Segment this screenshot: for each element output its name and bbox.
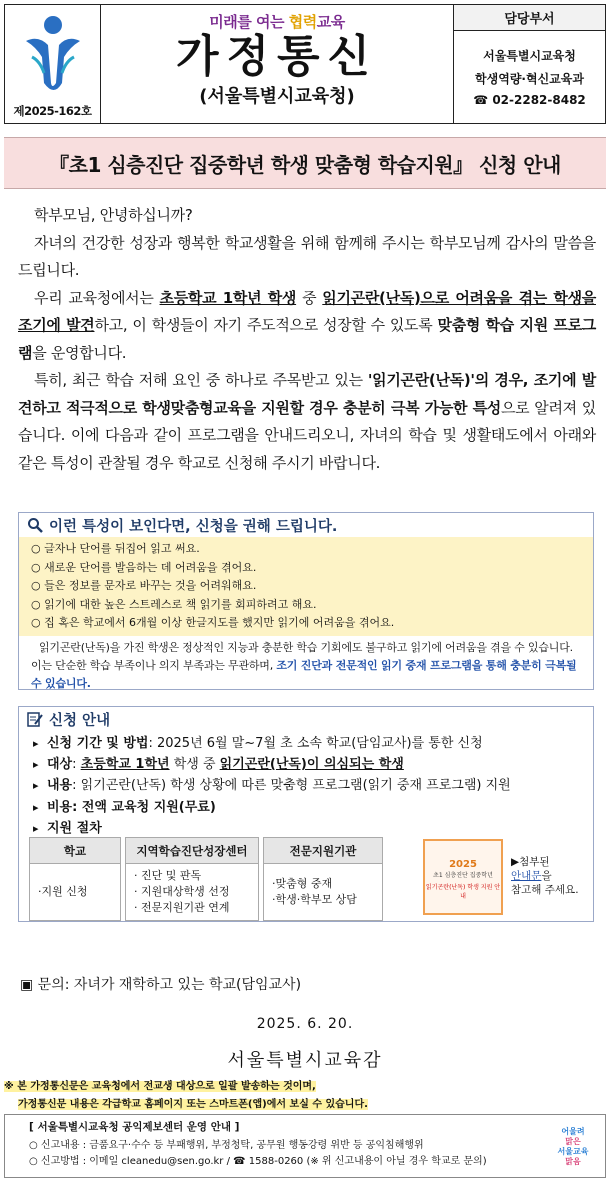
footer-row-content: ○ 신고내용 : 금품요구·수수 등 부패행위, 부정청탁, 공무원 행동강령 위반 등 공익침해행위 [29,1140,424,1151]
symptom-list [19,537,593,636]
info-label: 비용 [47,799,73,815]
department-info [454,31,605,123]
inquiry-line: ▣ 문의: 자녀가 재학하고 있는 학교(담임교사) [20,977,302,993]
brochure-title: 초1 심층진단 집중학년 [433,872,493,879]
info-item-cost [33,797,593,818]
symptom-item: ○ 글자나 단어를 뒤집어 읽고 써요. [31,540,583,559]
text-run-emphasis: 맞춤형 학습 지원 프로그램 [18,316,596,362]
procedure-step-body [264,864,382,920]
attachment-text: ▶첨부된 [511,856,550,868]
procedure-step-body [30,864,120,920]
brochure-subtitle: 읽기곤란(난독) 학생 지원 안내 [425,884,501,900]
symptom-box-title: 이런 특성이 보인다면, 신청을 권해 드립니다. [49,518,338,535]
issue-number: 제2025-162호 [13,104,92,118]
slogan-part-b: 협력 [288,13,317,31]
sticker-text: 맑은 [565,1137,581,1146]
text-run-emphasis: 읽기곤란(난독)으로 어려움을 겪는 학생을 조기에 발견 [18,288,596,334]
application-box-title: 신청 안내 [49,712,111,729]
newsletter-title: 가정통신 [175,31,378,82]
application-info-list [19,731,593,839]
procedure-step-line: ·지원 신청 [38,885,88,898]
procedure-step-title: 학교 [30,838,120,864]
text-run-emphasis: '읽기곤란(난독)'의 경우, 조기에 발견하고 적극적으로 학생맞춤형교육을 지원할 경우 충분히 극복 가능한 특성 [18,371,596,417]
slogan-part-c: 교육 [316,13,345,31]
procedure-step-agency [263,837,383,921]
symptom-note [19,636,593,693]
procedure-step-school [29,837,121,921]
info-text-emphasis: 초등학교 1학년 [80,757,170,773]
brochure-thumbnail [423,839,503,915]
symptom-box [18,512,594,690]
attachment-text: 참고해 주세요. [511,884,579,896]
footer-rows [5,1134,605,1170]
text-run: 읽기곤란(난독)을 가진 학생은 정상적인 지능과 충분한 학습 기회에도 불구하고 읽기에 어려움을 겪을 수 있습니다. 이는 단순한 학습 부족이나 의지 부족과는 무관하며, [31,640,573,672]
text-run: 하고, 이 학생들이 자기 주도적으로 성장할 수 있도록 [94,316,438,334]
seoul-education-logo-icon [18,11,88,91]
info-label: 지원 절차 [47,820,102,836]
header-title-column [101,5,453,123]
procedure-step-body [126,864,258,920]
procedure-step-line: ·맞춤형 중재 [272,877,333,890]
procedure-step-title: 전문지원기관 [264,838,382,864]
notice-line: ※ 본 가정통신문은 교육청에서 전교생 대상으로 일괄 발송하는 것이며, [4,1081,316,1092]
text-run-emphasis: 초등학교 1학년 학생 [159,288,297,307]
newsletter-header [4,4,606,124]
symptom-item: ○ 새로운 단어를 발음하는 데 어려움을 겪어요. [31,559,583,578]
footer-title: [ 서울특별시교육청 공익제보센터 운영 안내 ] [29,1121,240,1133]
sticker-text: 어울려 [561,1127,585,1136]
department-org: 서울특별시교육청 [483,49,576,63]
info-text-emphasis: 읽기곤란(난독)이 의심되는 학생 [219,757,404,773]
paragraph-dyslexia [18,367,596,477]
attachment-link[interactable]: 안내문 [511,870,542,882]
procedure-step-line: · 진단 및 판독 [134,869,202,882]
slogan [209,11,344,32]
sticker-text: 서울교육 [557,1147,589,1156]
info-item-content [33,775,593,796]
notice-topic: 『초1 심층진단 집중학년 학생 맞춤형 학습지원』 신청 안내 [4,137,606,189]
info-text: : 읽기곤란(난독) 학생 상황에 따른 맞춤형 프로그램(읽기 중재 프로그램) 지원 [72,778,511,794]
text-run: 우리 교육청에서는 [34,288,160,307]
footer-row-method: ○ 신고방법 : 이메일 cleanedu@sen.go.kr / ☎ 1588-0260 (※ 위 신고내용이 아닐 경우 학교로 문의) [29,1156,487,1167]
department-label: 담당부서 [454,5,605,31]
slogan-part-a: 미래를 여는 [209,13,284,31]
info-item-period [33,733,593,754]
text-run: 으로 알려져 있습니다. 이에 다음과 같이 프로그램을 안내드리오니, 자녀의 학습 및 생활태도에서 아래와 같은 특성이 관찰될 경우 학교로 신청해 주시기 바랍니다. [18,398,596,472]
info-label: 신청 기간 및 방법 [47,736,149,751]
notice-line: 가정통신문 내용은 각급학교 홈페이지 또는 스마트폰(앱)에서 보실 수 있습니다. [18,1099,368,1110]
info-item-procedure [33,818,593,839]
text-run: 을 운영합니다. [32,343,127,362]
department-box [453,5,605,123]
text-run: 중 [296,288,323,307]
info-text: : 전액 교육청 지원(무료) [72,799,216,815]
brochure-year: 2025 [449,859,477,870]
issuing-office: 서울특별시교육감 [227,1050,383,1071]
info-item-target [33,754,593,775]
issue-date: 2025. 6. 20. [256,1016,354,1032]
procedure-flow [29,837,383,921]
info-label: 내용 [47,778,73,794]
newsletter-subtitle: (서울특별시교육청) [199,86,355,107]
procedure-step-line: · 지원대상학생 선정 [134,885,230,898]
info-text: : 2025년 6월 말~7월 초 소속 학교(담임교사)를 통한 신청 [148,736,483,751]
whistleblower-footer [4,1114,606,1178]
application-box [18,706,594,922]
department-phone: ☎ 02-2282-8482 [473,93,586,107]
info-text: 학생 중 [169,757,220,773]
procedure-step-title: 지역학습진단성장센터 [126,838,258,864]
text-run-highlight: 조기 진단과 전문적인 읽기 중재 프로그램을 통해 충분히 극복될 수 있습니다. [31,658,577,690]
letter-body [18,202,596,477]
application-box-header [19,707,593,731]
symptom-item: ○ 집 혹은 학교에서 6개월 이상 한글지도를 했지만 읽기에 어려움을 겪어요. [31,614,583,633]
sticker-text: 맑음 [565,1157,581,1166]
attachment-note [511,855,579,897]
attachment-text: 을 [541,870,552,882]
info-text: : [72,757,81,773]
paragraph-program [18,285,596,368]
clean-education-sticker-icon [547,1121,599,1173]
symptom-item: ○ 들은 정보를 문자로 바꾸는 것을 어려워해요. [31,577,583,596]
symptom-item: ○ 읽기에 대한 높은 스트레스로 책 읽기를 회피하려고 해요. [31,596,583,615]
text-run: 특히, 최근 학습 저해 요인 중 하나로 주목받고 있는 [34,371,368,389]
distribution-notice [4,1078,368,1114]
info-label: 대상 [47,757,73,773]
procedure-step-center [125,837,259,921]
department-division: 학생역량·혁신교육과 [475,72,584,86]
symptom-box-header [19,513,593,537]
procedure-step-line: · 전문지원기관 연계 [134,901,230,914]
paragraph-thanks: 자녀의 건강한 성장과 행복한 학교생활을 위해 함께해 주시는 학부모님께 감사의 말씀을 드립니다. [18,233,596,279]
magnifier-icon [27,517,43,533]
logo-column [5,5,101,123]
procedure-step-line: ·학생·학부모 상담 [272,893,357,906]
memo-pencil-icon [27,711,43,727]
greeting: 학부모님, 안녕하십니까? [34,206,193,224]
